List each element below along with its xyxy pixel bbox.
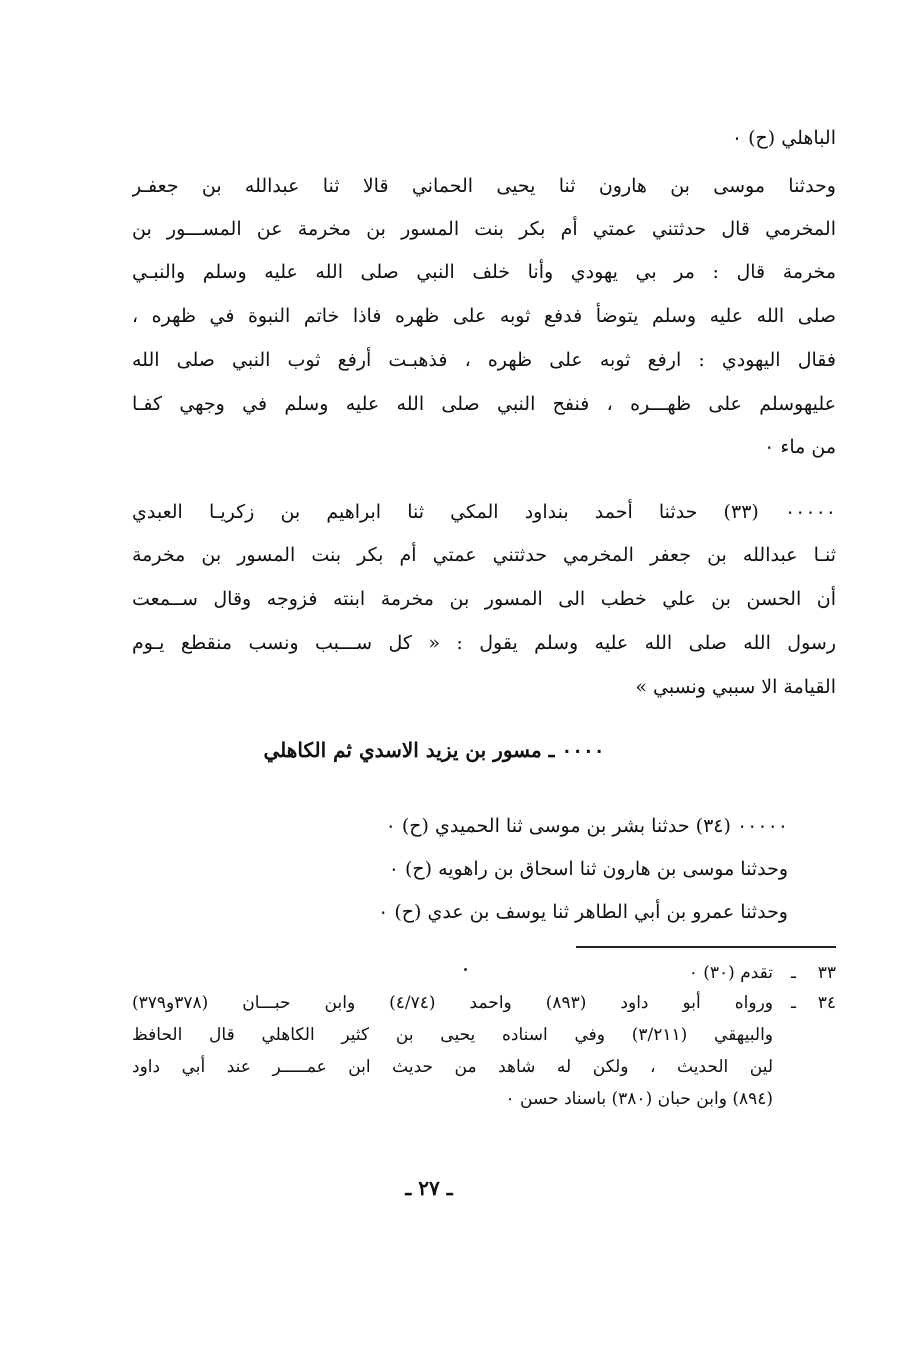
text-line: أن الحسن بن علي خطب الى المسور بن مخرمة ابنته فزوجه وقال ســمعت: [132, 588, 836, 610]
text-line: فقال اليهودي : ارفع ثوبه على ظهره ، فذهبـت أرفع ثوب النبي صلى الله: [132, 349, 836, 371]
stray-dot: [464, 968, 467, 971]
text-line: وحدثنا موسى بن هارون ثنا يحيى الحماني قالا ثنا عبدالله بن جعفـر: [132, 175, 836, 197]
footnote-text: (٨٩٤) وابن حبان (٣٨٠) باسناد حسن ٠: [505, 1089, 773, 1109]
footnote-number: ٣٣: [817, 963, 836, 983]
section-heading: ٠٠٠٠ ـ مسور بن يزيد الاسدي ثم الكاهلي: [263, 738, 605, 762]
footnote-text: والبيهقي (٣/٢١١) وفي اسناده يحيى بن كثير الكاهلي قال الحافظ: [132, 1025, 773, 1045]
text-line: وحدثنا عمرو بن أبي الطاهر ثنا يوسف بن عدي (ح) ٠: [378, 901, 788, 923]
footnote-text: ورواه أبو داود (٨٩٣) واحمد (٤/٧٤) وابن حبـــان (٣٧٨و٣٧٩): [132, 993, 773, 1013]
text-line: من ماء ٠: [764, 436, 836, 458]
footnote-dash: ـ: [791, 963, 796, 983]
text-line: وحدثنا موسى بن هارون ثنا اسحاق بن راهويه (ح) ٠: [388, 858, 788, 880]
page-number: ـ ٢٧ ـ: [405, 1176, 453, 1200]
footnote-number: ٣٤: [817, 993, 836, 1013]
footnote-text: تقدم (٣٠) ٠: [688, 963, 773, 983]
footnote-separator: [576, 946, 836, 948]
text-line: رسول الله صلى الله عليه وسلم يقول : « كل ســـبب ونسب منقطع يـوم: [132, 632, 836, 654]
footnote-dash: ـ: [791, 993, 796, 1013]
text-line: القيامة الا سببي ونسبي »: [635, 676, 836, 698]
text-line: صلى الله عليه وسلم يتوضأ فدفع ثوبه على ظهره فاذا خاتم النبوة في ظهره ،: [132, 305, 836, 327]
text-line: ٠٠٠٠٠ (٣٣) حدثنا أحمد بنداود المكي ثنا ابراهيم بن زكريـا العبدي: [132, 501, 836, 523]
text-line: الباهلي (ح) ٠: [731, 127, 836, 149]
text-line: ثنـا عبدالله بن جعفر المخرمي حدثتني عمتي أم بكر بنت المسور بن مخرمة: [132, 544, 836, 566]
text-line: ٠٠٠٠٠ (٣٤) حدثنا بشر بن موسى ثنا الحميدي (ح) ٠: [385, 815, 788, 837]
text-line: عليهوسلم على ظهـــره ، فنفح النبي صلى الله عليه وسلم في وجهي كفـا: [132, 393, 836, 415]
text-line: المخرمي قال حدثتني عمتي أم بكر بنت المسور بن مخرمة عن المســـور بن: [132, 218, 836, 240]
text-line: مخرمة قال : مر بي يهودي وأنا خلف النبي صلى الله عليه وسلم والنبـي: [132, 261, 836, 283]
footnote-text: لين الحديث ، ولكن له شاهد من حديث ابن عمـــــر عند أبي داود: [132, 1057, 773, 1077]
